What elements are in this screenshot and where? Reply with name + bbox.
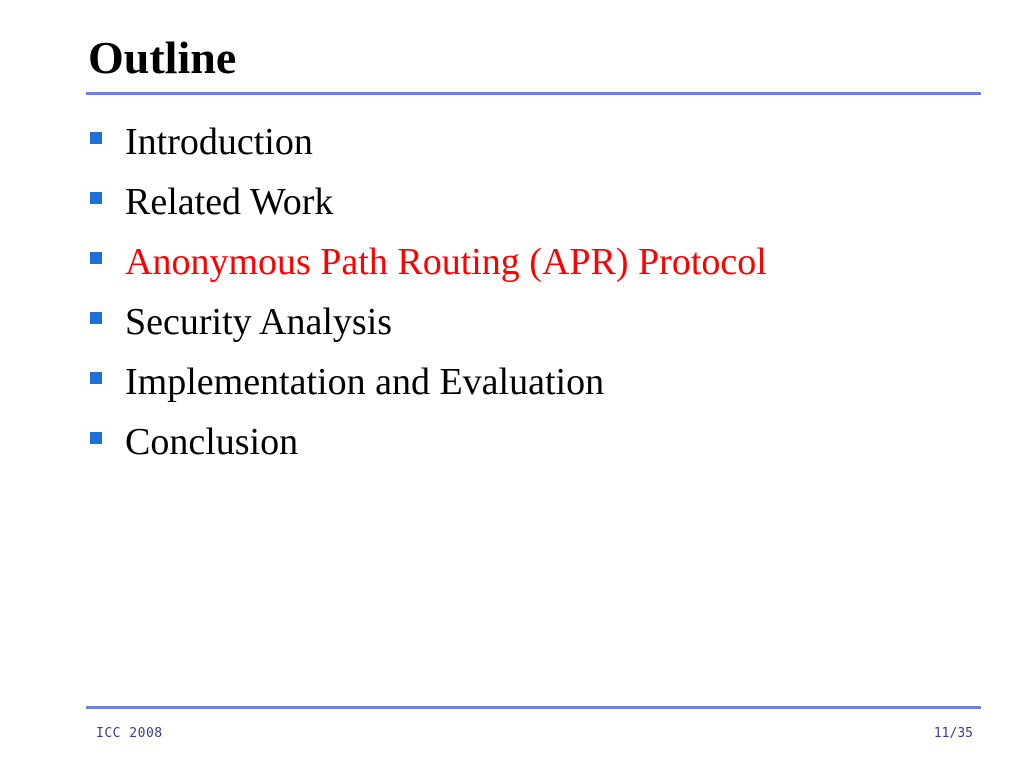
footer-divider: [86, 706, 981, 709]
footer-conference: ICC 2008: [96, 726, 163, 741]
outline-item-label: Security Analysis: [125, 301, 393, 343]
square-bullet-icon: [90, 372, 102, 384]
outline-item-implementation: [90, 352, 767, 412]
footer-page-number: 11/35: [933, 726, 973, 741]
outline-item-label: Conclusion: [125, 421, 299, 463]
outline-item-conclusion: [90, 412, 767, 472]
slide-title: Outline: [88, 32, 237, 83]
outline-list: [90, 112, 767, 472]
square-bullet-icon: [90, 432, 102, 444]
outline-item-label: Related Work: [125, 181, 334, 223]
outline-item-apr-protocol: [90, 232, 767, 292]
outline-item-label-current: Anonymous Path Routing (APR) Protocol: [125, 241, 767, 283]
outline-item-related-work: [90, 172, 767, 232]
title-divider: [86, 92, 981, 95]
outline-item-label: Introduction: [125, 121, 313, 163]
outline-item-label: Implementation and Evaluation: [125, 361, 605, 403]
square-bullet-icon: [90, 312, 102, 324]
square-bullet-icon: [90, 132, 102, 144]
square-bullet-icon: [90, 252, 102, 264]
square-bullet-icon: [90, 192, 102, 204]
outline-item-security-analysis: [90, 292, 767, 352]
outline-item-introduction: [90, 112, 767, 172]
